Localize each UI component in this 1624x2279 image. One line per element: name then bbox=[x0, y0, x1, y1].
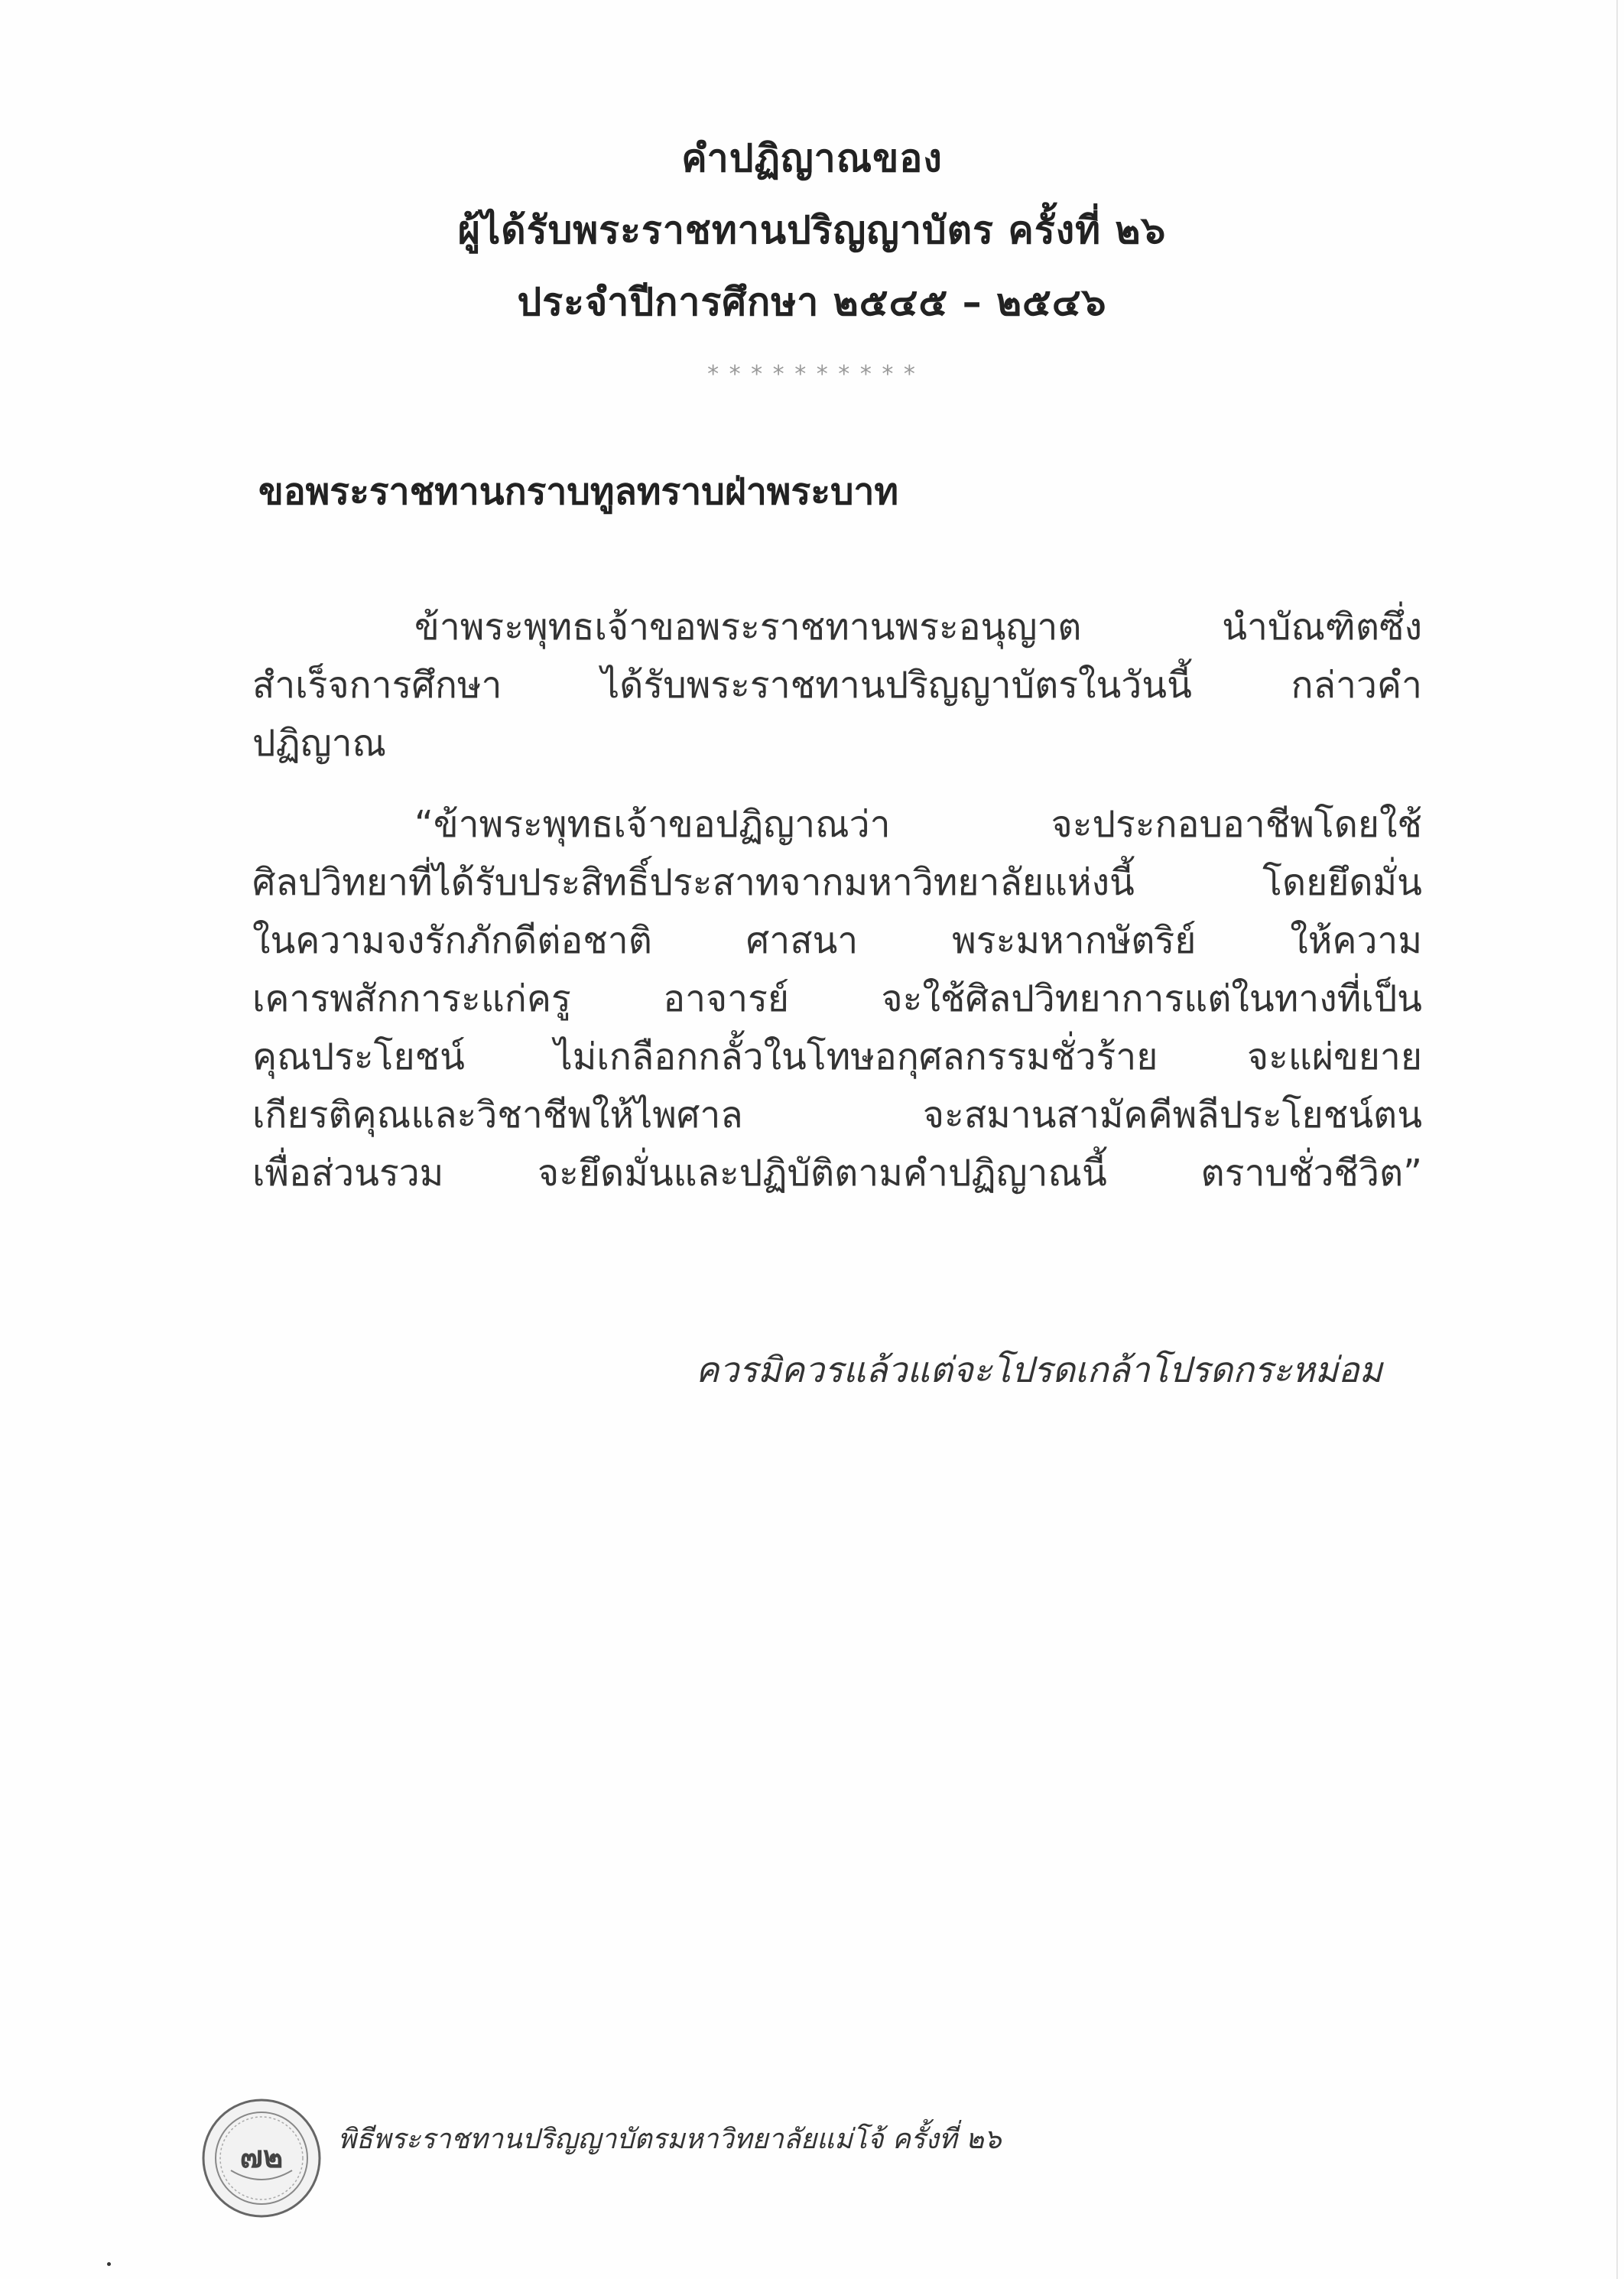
salutation: ขอพระราชทานกราบทูลทราบฝ่าพระบาท bbox=[258, 470, 899, 513]
title-line-2: ผู้ได้รับพระราชทานปริญญาบัตร ครั้งที่ ๒๖ bbox=[457, 208, 1167, 252]
paragraph-2-line: ศิลปวิทยาที่ได้รับประสิทธิ์ประสาทจากมหาวิทยาลัยแห่งนี้ โดยยึดมั่น bbox=[252, 861, 1422, 904]
paragraph-2-line: ในความจงรักภักดีต่อชาติ ศาสนา พระมหากษัตริย์ ให้ความ bbox=[252, 919, 1422, 962]
paragraph-2-line: เคารพสักการะแก่ครู อาจารย์ จะใช้ศิลปวิทยาการแต่ในทางที่เป็น bbox=[252, 977, 1422, 1020]
separator: * * * * * * * * * * bbox=[707, 361, 917, 388]
scan-speck bbox=[107, 2262, 111, 2266]
footer-caption: พิธีพระราชทานปริญญาบัตรมหาวิทยาลัยแม่โจ้ ครั้งที่ ๒๖ bbox=[338, 2124, 1002, 2155]
title-line-1: คำปฏิญาณของ bbox=[681, 136, 943, 180]
paragraph-2-line: เพื่อส่วนรวม จะยึดมั่นและปฏิบัติตามคำปฏิญาณนี้ ตราบชั่วชีวิต” bbox=[252, 1152, 1422, 1195]
paragraph-2-line: เกียรติคุณและวิชาชีพให้ไพศาล จะสมานสามัคคีพลีประโยชน์ตน bbox=[252, 1094, 1422, 1136]
paragraph-2-line: คุณประโยชน์ ไม่เกลือกกลั้วในโทษอกุศลกรรมชั่วร้าย จะแผ่ขยาย bbox=[252, 1035, 1422, 1078]
paragraph-1-line: ข้าพระพุทธเจ้าขอพระราชทานพระอนุญาต นำบัณฑิตซึ่ง bbox=[414, 606, 1422, 649]
paragraph-1 bbox=[252, 598, 1422, 772]
paragraph-2-line: “ข้าพระพุทธเจ้าขอปฏิญาณว่า จะประกอบอาชีพโดยใช้ bbox=[414, 803, 1422, 846]
paragraph-2 bbox=[252, 795, 1422, 1202]
paragraph-1-line: สำเร็จการศึกษา ได้รับพระราชทานปริญญาบัตรในวันนี้ กล่าวคำ bbox=[252, 664, 1422, 707]
page-edge bbox=[1616, 0, 1618, 2279]
closing-phrase: ควรมิควรแล้วแต่จะโปรดเกล้าโปรดกระหม่อม bbox=[695, 1349, 1382, 1390]
university-seal-icon bbox=[200, 2097, 323, 2219]
seal-text: ๗๒ bbox=[239, 2140, 284, 2175]
title-line-3: ประจำปีการศึกษา ๒๕๔๕ – ๒๕๔๖ bbox=[517, 280, 1107, 324]
paragraph-1-line: ปฏิญาณ bbox=[252, 722, 387, 765]
